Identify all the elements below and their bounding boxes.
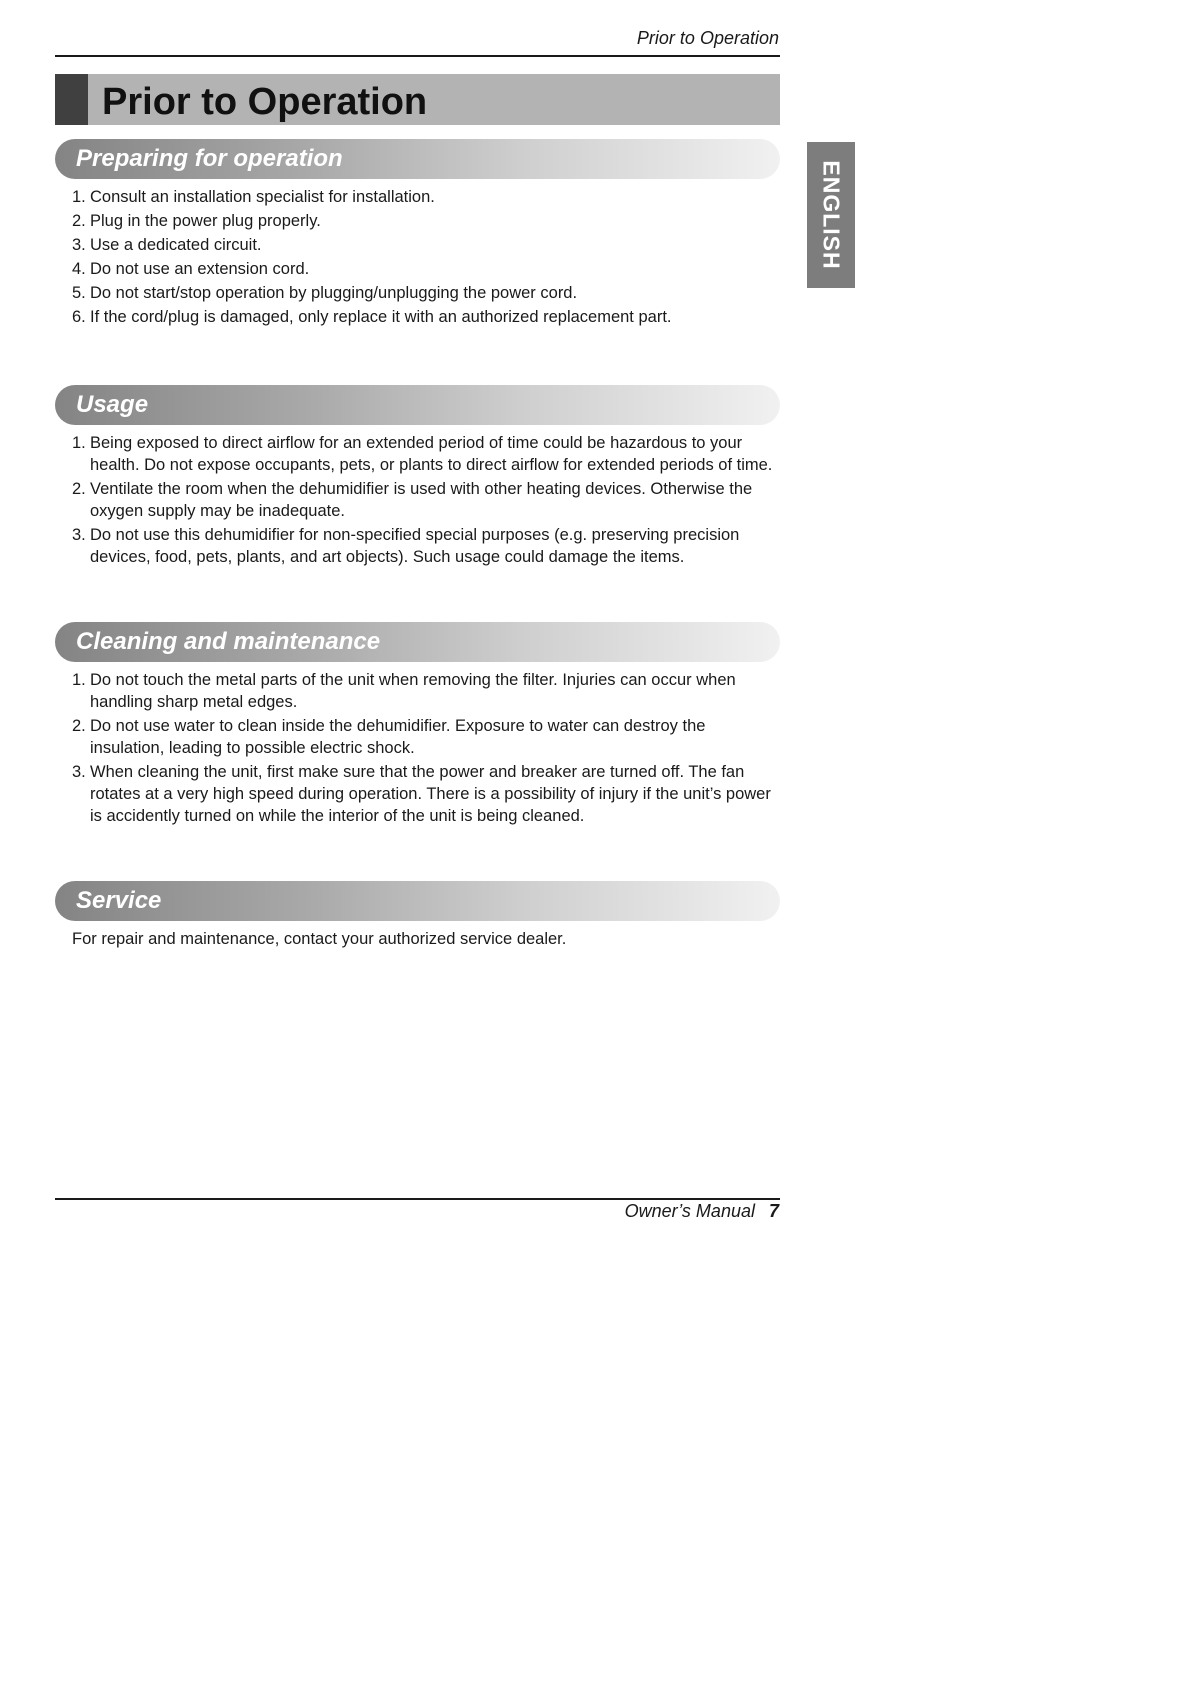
- section-bar-usage: [55, 385, 780, 425]
- page-number: 7: [768, 1201, 779, 1221]
- list-item: 2. Ventilate the room when the dehumidifier is used with other heating devices. Otherwise the oxygen supply may be inadequate.: [72, 480, 753, 520]
- list-item: 2. Do not use water to clean inside the dehumidifier. Exposure to water can destroy the insulation, leading to possible electric shock.: [72, 717, 706, 757]
- list-item: 3. Do not use this dehumidifier for non-specified special purposes (e.g. preserving precision devices, food, pets, plants, and art objects). Such usage could damage the items.: [72, 526, 740, 566]
- page-title: Prior to Operation: [102, 81, 428, 123]
- section-title-service: Service: [76, 887, 162, 914]
- header-rule: [55, 55, 780, 57]
- language-tab: [807, 142, 855, 288]
- preparing-list: [72, 186, 784, 330]
- section-bar-cleaning: [55, 622, 780, 662]
- list-item: 5. Do not start/stop operation by plugging/unplugging the power cord.: [72, 284, 578, 302]
- title-accent-block: [55, 74, 88, 125]
- usage-list: [72, 432, 784, 570]
- footer-rule: [55, 1198, 780, 1200]
- list-item: 4. Do not use an extension cord.: [72, 260, 310, 278]
- section-title-preparing: Preparing for operation: [76, 145, 343, 172]
- section-title-usage: Usage: [76, 391, 149, 418]
- cleaning-list: [72, 669, 784, 829]
- list-item: 1. Do not touch the metal parts of the unit when removing the filter. Injuries can occur when handling sharp metal edges.: [72, 671, 736, 711]
- list-item: 6. If the cord/plug is damaged, only replace it with an authorized replacement part.: [72, 308, 672, 326]
- language-tab-label: ENGLISH: [818, 160, 845, 270]
- section-bar-preparing: [55, 139, 780, 179]
- section-bar-service: [55, 881, 780, 921]
- list-item: 3. When cleaning the unit, first make sure that the power and breaker are turned off. The fan rotates at a very high speed during operation. There is a possibility of injury if the unit’s power is accidently turned on while the interior of the unit is being cleaned.: [72, 763, 771, 825]
- running-head: Prior to Operation: [636, 28, 779, 48]
- list-item: 1. Being exposed to direct airflow for an extended period of time could be hazardous to your health. Do not expose occupants, pets, or plants to direct airflow for extended periods of time.: [72, 434, 773, 474]
- list-item: 1. Consult an installation specialist for installation.: [72, 188, 435, 206]
- footer: [625, 1201, 779, 1222]
- list-item: 2. Plug in the power plug properly.: [72, 212, 321, 230]
- list-item: 3. Use a dedicated circuit.: [72, 236, 262, 254]
- footer-label: Owner’s Manual: [624, 1201, 755, 1221]
- title-bar: [55, 74, 780, 125]
- section-title-cleaning: Cleaning and maintenance: [76, 628, 381, 655]
- service-text: For repair and maintenance, contact your authorized service dealer.: [72, 930, 567, 948]
